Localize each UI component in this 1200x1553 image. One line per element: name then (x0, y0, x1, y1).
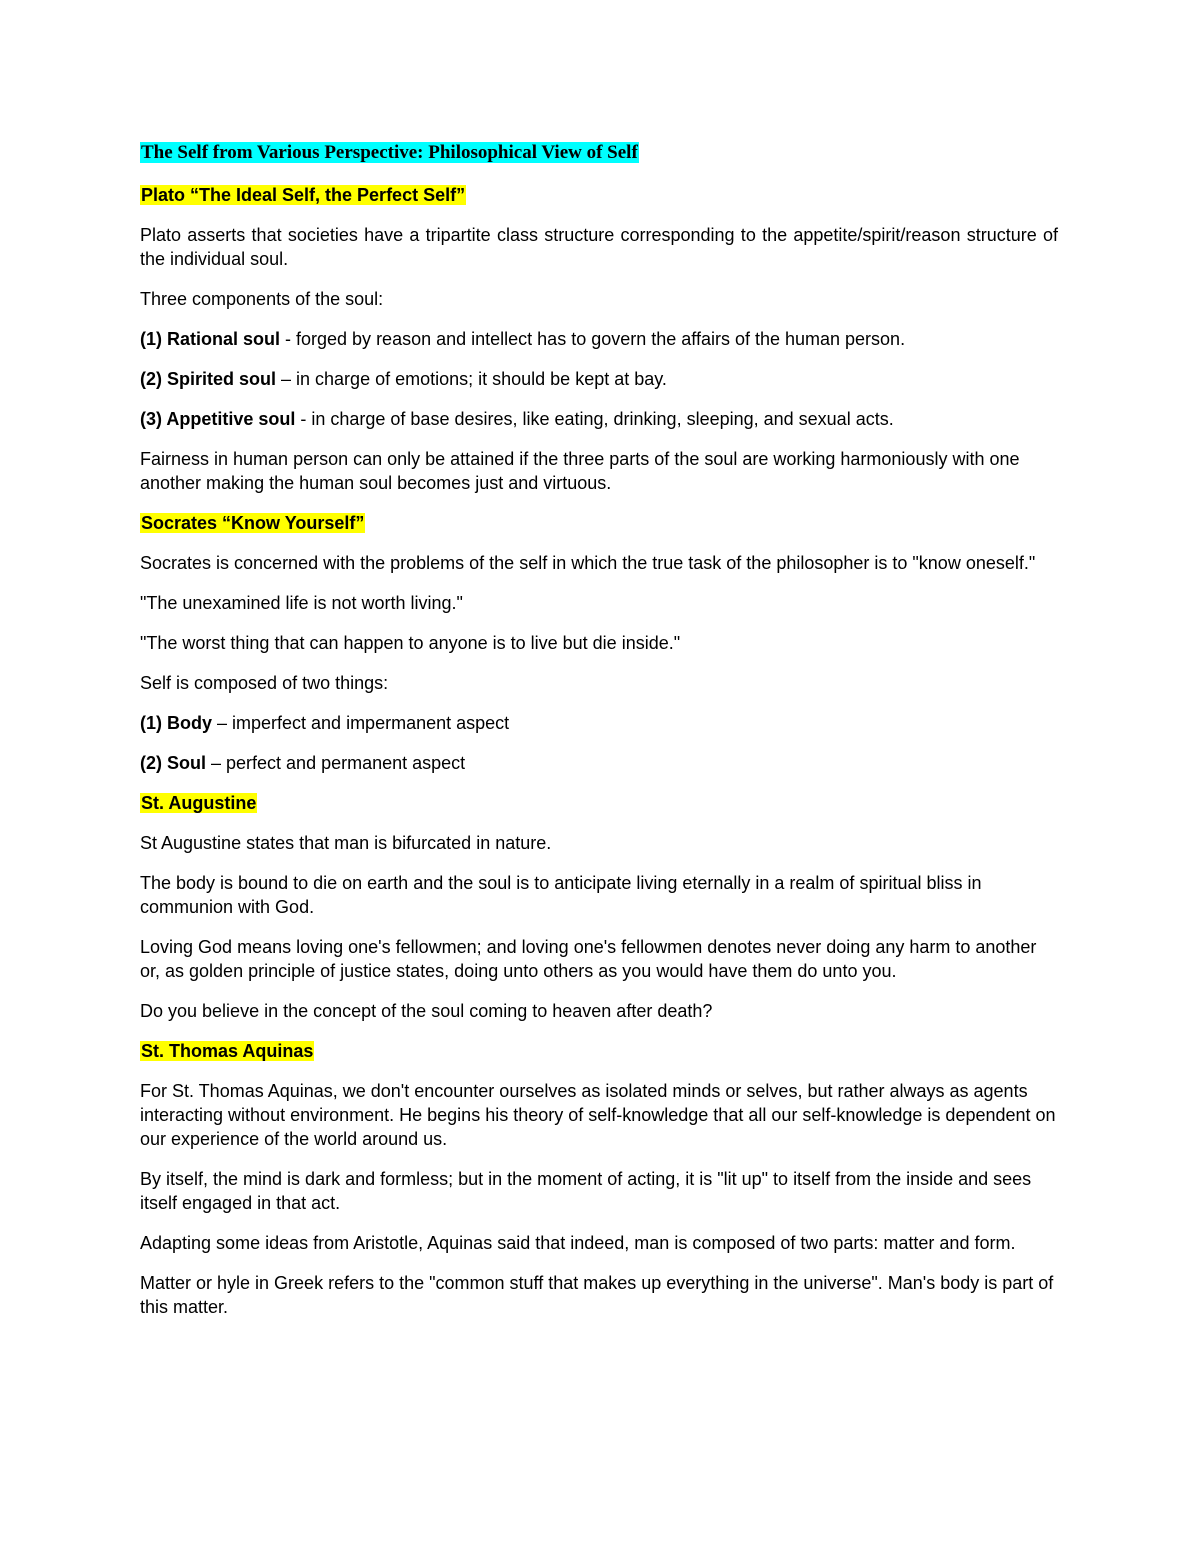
socrates-item-soul (140, 751, 1058, 775)
augustine-question: Do you believe in the concept of the soul coming to heaven after death? (140, 1001, 713, 1021)
plato-item-spirited-term: (2) Spirited soul (140, 369, 277, 389)
plato-item-rational-text: - forged by reason and intellect has to govern the affairs of the human person. (280, 329, 906, 349)
heading-socrates (140, 511, 1058, 535)
socrates-item-body (140, 711, 1058, 735)
aquinas-paragraph-1: For St. Thomas Aquinas, we don't encounter ourselves as isolated minds or selves, but rather always as agents interacting without environment. He begins his theory of self-knowledge that all our self-knowledge is dependent on our experience of the world around us. (140, 1081, 1056, 1149)
socrates-item-body-term: (1) Body (140, 713, 212, 733)
plato-paragraph-3: Fairness in human person can only be attained if the three parts of the soul are working harmoniously with one another making the human soul becomes just and virtuous. (140, 449, 1020, 493)
plato-item-spirited (140, 367, 1058, 391)
heading-augustine-text: St. Augustine (141, 793, 257, 813)
plato-item-appetitive-term: (3) Appetitive soul (140, 409, 296, 429)
augustine-paragraph-1: St Augustine states that man is bifurcated in nature. (140, 833, 552, 853)
heading-plato-text: Plato “The Ideal Self, the Perfect Self” (141, 185, 466, 205)
plato-item-rational-term: (1) Rational soul (140, 329, 281, 349)
augustine-paragraph-2: The body is bound to die on earth and the soul is to anticipate living eternally in a realm of spiritual bliss in communion with God. (140, 873, 982, 917)
socrates-quote-2: "The worst thing that can happen to anyone is to live but die inside." (140, 633, 681, 653)
socrates-item-body-text: – imperfect and impermanent aspect (212, 713, 510, 733)
plato-paragraph-1: Plato asserts that societies have a tripartite class structure corresponding to the appetite/spirit/reason structure of the individual soul. (140, 225, 1058, 269)
document-title-text: The Self from Various Perspective: Philosophical View of Self (141, 142, 638, 163)
augustine-paragraph-3: Loving God means loving one's fellowmen; and loving one's fellowmen denotes never doing any harm to another or, as golden principle of justice states, doing unto others as you would have them do unto you. (140, 937, 1037, 981)
socrates-item-soul-text: – perfect and permanent aspect (206, 753, 466, 773)
aquinas-paragraph-2: By itself, the mind is dark and formless; but in the moment of acting, it is "lit up" to itself from the inside and sees itself engaged in that act. (140, 1169, 1032, 1213)
document-page (140, 141, 1058, 1335)
socrates-paragraph-4: Self is composed of two things: (140, 673, 389, 693)
socrates-paragraph-1: Socrates is concerned with the problems of the self in which the true task of the philosopher is to "know oneself." (140, 553, 1036, 573)
plato-item-rational (140, 327, 1058, 351)
document-title (140, 141, 1058, 165)
heading-aquinas-text: St. Thomas Aquinas (141, 1041, 314, 1061)
aquinas-paragraph-4: Matter or hyle in Greek refers to the "common stuff that makes up everything in the universe". Man's body is part of this matter. (140, 1273, 1054, 1317)
plato-item-appetitive (140, 407, 1058, 431)
heading-augustine (140, 791, 1058, 815)
socrates-item-soul-term: (2) Soul (140, 753, 206, 773)
aquinas-paragraph-3: Adapting some ideas from Aristotle, Aquinas said that indeed, man is composed of two parts: matter and form. (140, 1233, 1016, 1253)
plato-item-appetitive-text: - in charge of base desires, like eating, drinking, sleeping, and sexual acts. (295, 409, 894, 429)
socrates-quote-1: "The unexamined life is not worth living." (140, 593, 463, 613)
plato-item-spirited-text: – in charge of emotions; it should be kept at bay. (276, 369, 667, 389)
heading-aquinas (140, 1039, 1058, 1063)
plato-paragraph-2: Three components of the soul: (140, 289, 384, 309)
heading-plato (140, 183, 1058, 207)
heading-socrates-text: Socrates “Know Yourself” (141, 513, 365, 533)
